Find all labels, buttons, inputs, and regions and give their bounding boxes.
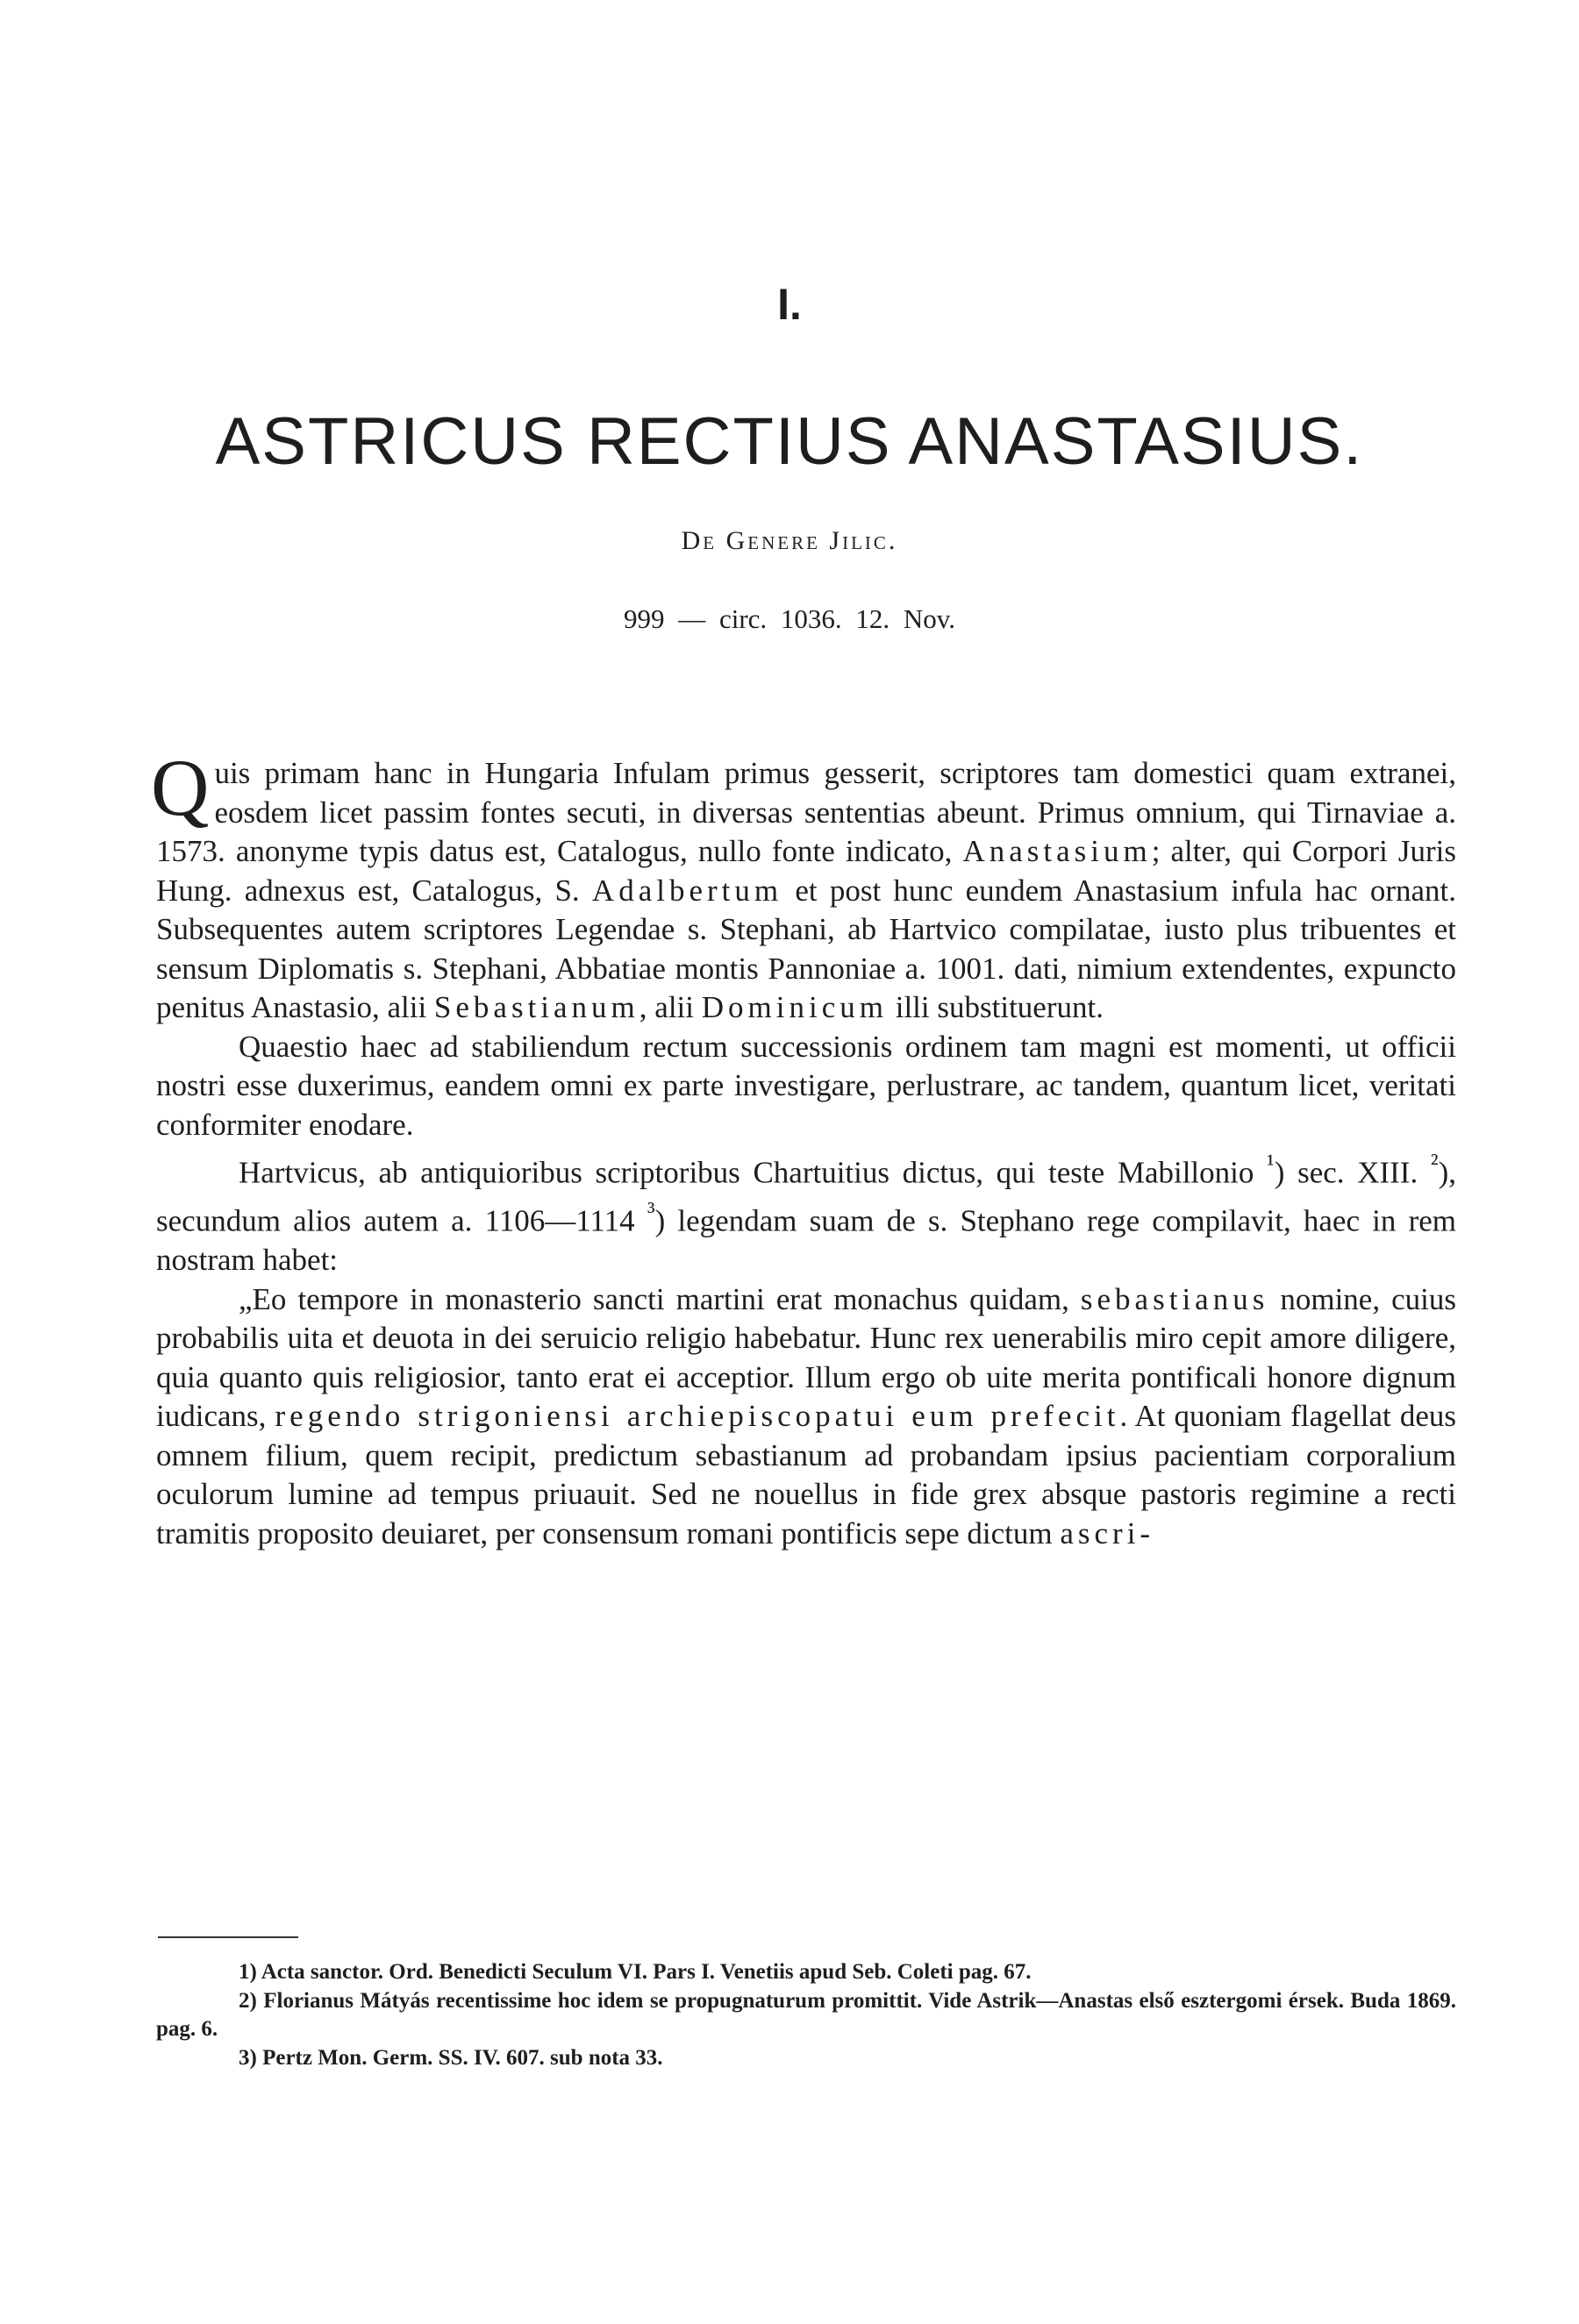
main-text: [151, 743, 1457, 1553]
footnote-ref: ³: [647, 1198, 655, 1227]
footnotes: [156, 1958, 1456, 2072]
footnote-rule: [158, 1936, 298, 1938]
chapter-title: ASTRICUS RECTIUS ANASTASIUS.: [215, 404, 1364, 479]
footnote: 3) Pertz Mon. Germ. SS. IV. 607. sub nota 33.: [239, 2045, 663, 2070]
chapter-number: I.: [777, 280, 802, 329]
footnote: 1) Acta sanctor. Ord. Benedicti Seculum VI. Pars I. Venetiis apud Seb. Coleti pag. 67.: [239, 1960, 1032, 1984]
spaced-name: Adalbertum: [591, 873, 783, 908]
spaced-name: Dominicum: [701, 990, 888, 1024]
footnote-ref: ¹: [1267, 1150, 1275, 1178]
chapter-dates: 999 — circ. 1036. 12. Nov.: [623, 603, 956, 634]
spaced-name: sebastianus: [1080, 1281, 1269, 1316]
footnote: 2) Florianus Mátyás recentissime hoc idem se propugnaturum promittit. Vide Astrik—Anastas első esztergomi érsek. Buda 1869. pag. 6.: [156, 1988, 1456, 2041]
paragraph-2: Quaestio haec ad stabiliendum rectum successionis ordinem tam magni est momenti, ut officii nostri esse duxerimus, eandem omni ex parte investigare, perlustrare, ac tandem, quantum licet, veritati conformiter enodare.: [156, 1029, 1456, 1142]
spaced-word: ascri-: [1060, 1515, 1155, 1551]
paragraph-4: „Eo tempore in monasterio sancti martini erat monachus quidam, sebastianus nomine, cuius probabilis uita et deuota in dei seruicio religio habebatur. Hunc rex uenerabilis miro cepit amore diligere, quia quanto quis religiosior, tanto erat ei acceptior. Illum ergo ob uite merita pontificali honore dignum iudicans, regendo strigoniensi archiepiscopatui eum prefecit. At quoniam flagellat deus omnem filium, quem recipit, predictum sebastianum ad probandam ipsius pacientiam corporalium oculorum lumine ad tempus priuauit. Sed ne nouellus in fide grex absque pastoris regimine a recti tramitis proposito deuiaret, per consensum romani pontificis sepe dictum ascri-: [156, 1281, 1456, 1551]
drop-cap: Q: [151, 743, 210, 832]
spaced-name: Anastasium: [962, 834, 1152, 868]
footnote-ref: ²: [1430, 1150, 1439, 1178]
paragraph-1: Quis primam hanc in Hungaria Infulam primus gesserit, scriptores tam domestici quam extranei, eosdem licet passim fontes secuti, in diversas sententias abeunt. Primus omnium, qui Tirnaviae a. 1573. anonyme typis datus est, Catalogus, nullo fonte indicato, Anastasium; alter, qui Corpori Juris Hung. adnexus est, Catalogus, S. Adalbertum et post hunc eundem Anastasium infula hac ornant. Subsequentes autem scriptores Legendae s. Stephani, ab Hartvico compilatae, iusto plus tribuentes et sensum Diplomatis s. Stephani, Abbatiae montis Pannoniae a. 1001. dati, nimium extendentes, expuncto penitus Anastasio, alii Sebastianum, alii Dominicum illi substituerunt.: [151, 743, 1457, 1024]
spaced-name: Sebastianum: [433, 990, 639, 1024]
paragraph-3: Hartvicus, ab antiquioribus scriptoribus Chartuitius dictus, qui teste Mabillonio $^{^1}$) sec. XIII. $^{^2}$), secundum alios autem a. 1106—1114 $^{^3}$) legendam suam de s. Stephano rege compilavit, haec in rem nostram habet:: [156, 1150, 1457, 1278]
spaced-phrase: regendo strigoniensi archiepiscopatui eum prefecit: [275, 1399, 1120, 1434]
chapter-subtitle: De Genere Jilic.: [681, 526, 898, 555]
